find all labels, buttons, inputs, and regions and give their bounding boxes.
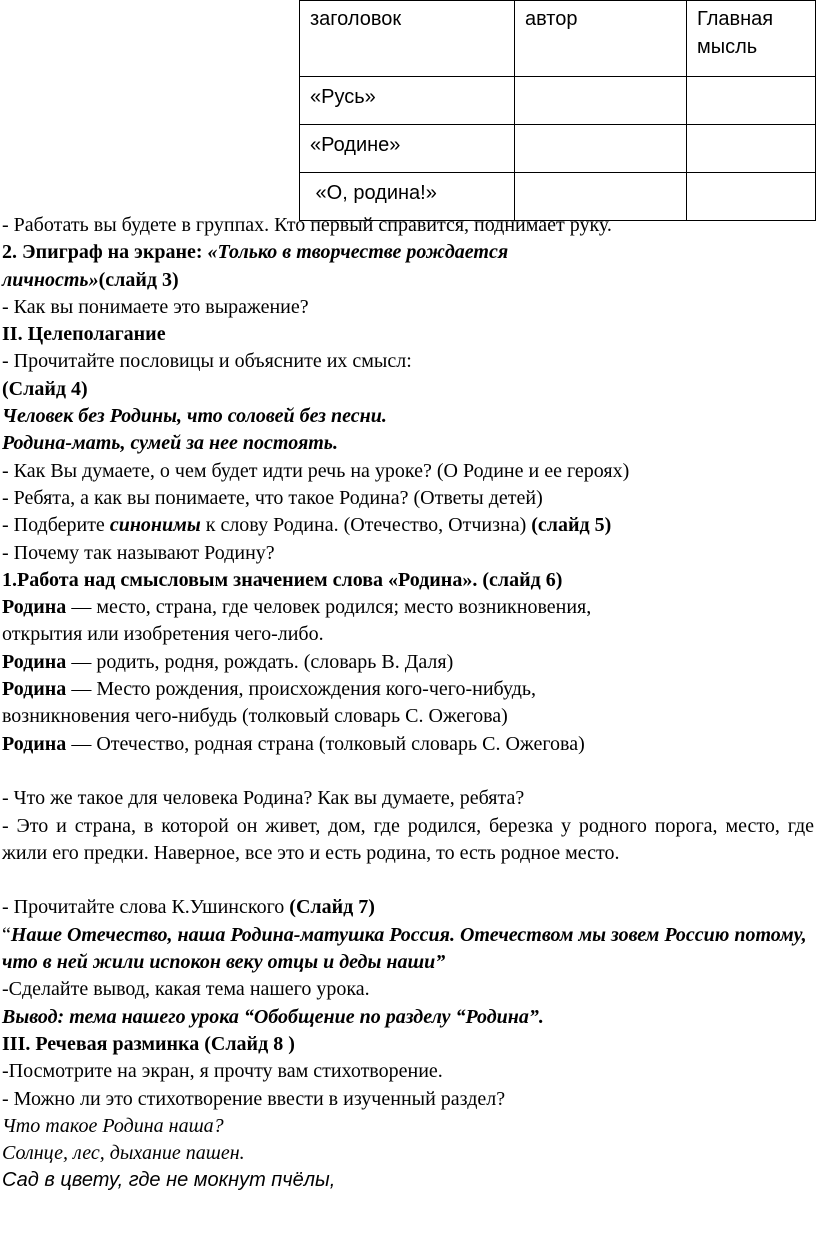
section-heading: 2. Эпиграф на экране: [2, 241, 208, 264]
epigraph-quote: личность» [2, 268, 99, 291]
slide-ref: (слайд 3) [98, 268, 179, 291]
poem-line: Сад в цвету, где не мокнут пчёлы, [2, 1169, 336, 1192]
text-span: - Подберите [2, 514, 110, 537]
table-cell [515, 125, 687, 173]
section-heading [2, 567, 814, 594]
text-line: -Сделайте вывод, какая тема нашего урока. [2, 978, 370, 1001]
definition [2, 676, 814, 703]
table-cell [515, 77, 687, 125]
proverb-text: Человек без Родины, что соловей без песни. [2, 405, 387, 428]
definition-text: — Место рождения, происхождения кого-чего-нибудь, [66, 678, 536, 701]
summary-table [299, 0, 816, 221]
proverb [2, 430, 814, 457]
ushinsky-quote: Наше Отечество, наша Родина-матушка Россия. Отечеством мы зовем Россию потому, что в ней жили испокон веку отцы и деды наши” [2, 923, 807, 974]
definition-text: — место, страна, где человек родился; место возникновения, [66, 596, 592, 619]
definition-term: Родина [2, 596, 67, 619]
text-line [2, 267, 814, 294]
definition-text: открытия или изобретения чего-либо. [2, 623, 324, 646]
conclusion-text: Вывод: тема нашего урока “Обобщение по разделу “Родина”. [2, 1005, 544, 1028]
document-body [2, 212, 814, 1195]
slide-ref: (Слайд 7) [289, 896, 375, 919]
definition-text: — Отечество, родная страна (толковый словарь С. Ожегова) [66, 732, 585, 755]
heading-text: III. Речевая разминка (Слайд 8 ) [2, 1032, 295, 1055]
text-line: - Почему так называют Родину? [2, 541, 275, 564]
definition [2, 594, 814, 621]
poem-text: Что такое Родина наша? [2, 1114, 224, 1137]
table-header-row [300, 1, 816, 77]
table-cell: «Родине» [300, 125, 515, 173]
conclusion [2, 1004, 814, 1031]
proverb-text: Родина-мать, сумей за нее постоять. [2, 432, 338, 455]
table-cell [687, 77, 816, 125]
text-span: - Прочитайте слова К.Ушинского [2, 896, 290, 919]
table-cell: «О, родина!» [300, 173, 515, 221]
heading-text: 1.Работа над смысловым значением слова «Родина». (слайд 6) [2, 568, 563, 591]
text-span: к слову Родина. (Отечество, Отчизна) [200, 514, 532, 537]
text-line: - Что же такое для человека Родина? Как вы думаете, ребята? [2, 787, 525, 810]
text-line: - Можно ли это стихотворение ввести в изученный раздел? [2, 1087, 506, 1110]
section-heading [2, 1031, 814, 1058]
heading-text: II. Целеполагание [2, 323, 166, 346]
table-row [300, 125, 816, 173]
proverb [2, 403, 814, 430]
definition-term: Родина [2, 678, 67, 701]
poem-line [2, 1140, 814, 1167]
paragraph: - Это и страна, в которой он живет, дом, где родился, березка у родного порога, место, где жили его предки. Наверное, все это и есть родина, то есть родное место. [2, 814, 814, 864]
table-header-cell: Главная мысль [687, 1, 816, 77]
table-cell: «Русь» [300, 77, 515, 125]
section-heading [2, 321, 814, 348]
poem-text: Солнце, лес, дыхание пашен. [2, 1142, 245, 1165]
definition-term: Родина [2, 732, 67, 755]
poem-line [2, 1113, 814, 1140]
definition [2, 731, 814, 758]
epigraph-quote: «Только в творчестве рождается [207, 241, 509, 264]
definition-text: — родить, родня, рождать. (словарь В. Даля) [66, 650, 454, 673]
text-line: - Работать вы будете в группах. Кто первый справится, поднимает руку. [2, 214, 612, 236]
text-line [2, 512, 814, 539]
definition [2, 649, 814, 676]
text-line [2, 239, 814, 266]
text-line: -Посмотрите на экран, я прочту вам стихотворение. [2, 1060, 443, 1083]
slide-ref: (слайд 5) [531, 514, 612, 537]
text-line: - Прочитайте пословицы и объясните их смысл: [2, 350, 412, 373]
slide-ref-text: (Слайд 4) [2, 377, 88, 400]
table-header-cell: автор [515, 1, 687, 77]
slide-ref [2, 376, 814, 403]
definition-term: Родина [2, 650, 67, 673]
text-line: - Как вы понимаете это выражение? [2, 295, 309, 318]
text-line: - Ребята, а как вы понимаете, что такое Родина? (Ответы детей) [2, 486, 543, 509]
table-cell [687, 125, 816, 173]
table-row [300, 77, 816, 125]
text-line [2, 894, 814, 921]
synonyms-term: синонимы [109, 514, 201, 537]
text-line: - Как Вы думаете, о чем будет идти речь на уроке? (О Родине и ее героях) [2, 459, 630, 482]
quote-paragraph [2, 922, 814, 977]
table-header-cell: заголовок [300, 1, 515, 77]
quote-mark: “ [2, 923, 11, 946]
definition-text: возникновения чего-нибудь (толковый словарь С. Ожегова) [2, 705, 508, 728]
